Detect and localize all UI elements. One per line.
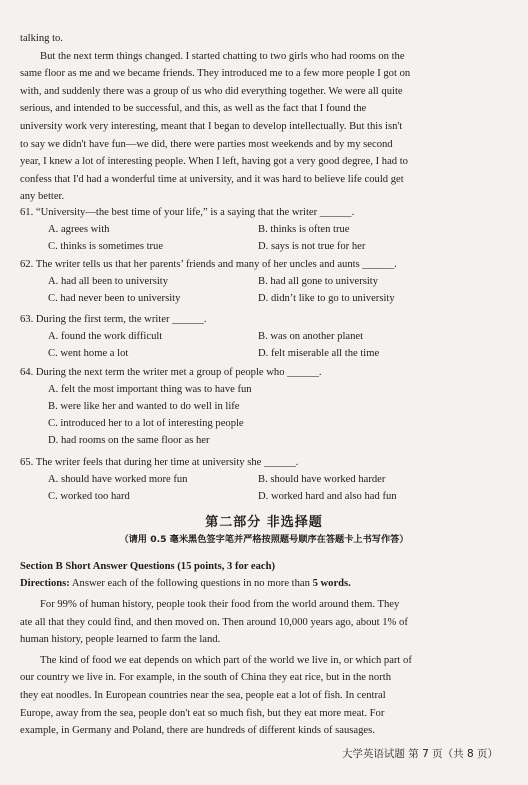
question-stem	[20, 311, 500, 328]
option-d: D. had rooms on the same floor as her	[48, 435, 210, 446]
reading-passage	[20, 30, 492, 206]
passage-line: The kind of food we eat depends on which part of the world we live in, or which part of	[40, 654, 412, 666]
passage-line: For 99% of human history, people took their food from the world around them. They	[40, 599, 400, 610]
option-a: A. felt the most important thing was to have fun	[48, 384, 252, 395]
option-d: D. worked hard and also had fun	[258, 491, 397, 502]
passage-line: year, I knew a lot of interesting people. When I left, having got a very good degree, I had to	[20, 156, 408, 168]
option-a: A. agrees with	[48, 224, 110, 235]
option-b: B. had all gone to university	[258, 276, 379, 287]
option-a: A. had all been to university	[48, 276, 169, 287]
question-text: During the next term the writer met a group of people who ______.	[35, 367, 322, 378]
question-63	[20, 311, 500, 362]
part-two-title: 第二部分 非选择题	[205, 515, 323, 530]
section-b-title: Section B Short Answer Questions (15 points, 3 for each)	[20, 561, 276, 572]
directions-text: Answer each of the following questions in no more than	[69, 578, 313, 589]
option-c: C. introduced her to a lot of interesting people	[48, 418, 244, 429]
passage-line: university work very interesting, meant that I began to develop intellectually. But this isn't	[20, 120, 403, 132]
question-61	[20, 204, 500, 255]
question-number: 63.	[20, 314, 34, 325]
passage-line: confess that I'd had a wonderful time at university, and it was hard to believe life could get	[20, 173, 404, 185]
question-text: The writer tells us that her parents’ friends and many of her uncles and aunts ______.	[35, 259, 397, 270]
section-b-directions	[20, 578, 351, 589]
section-b-passage	[20, 596, 492, 740]
directions-word-limit: 5 words.	[312, 578, 351, 589]
option-d: D. felt miserable all the time	[258, 348, 380, 359]
passage-line: ate all that they could find, and then moved on. Then around 10,000 years ago, about 1% of	[20, 616, 408, 628]
option-b: B. was on another planet	[258, 331, 364, 342]
question-number: 65.	[20, 457, 34, 468]
question-number: 64.	[20, 367, 34, 378]
passage-line: any better.	[20, 191, 65, 203]
question-text: During the first term, the writer ______.	[35, 314, 207, 325]
question-number: 62.	[20, 259, 34, 270]
passage-line: But the next term things changed. I started chatting to two girls who had rooms on the	[40, 50, 405, 62]
option-b: B. were like her and wanted to do well in life	[48, 401, 240, 412]
option-c: C. went home a lot	[48, 348, 129, 359]
option-b: B. should have worked harder	[258, 474, 386, 485]
question-65	[20, 454, 500, 505]
option-c: C. thinks is sometimes true	[48, 241, 164, 252]
option-a: A. should have worked more fun	[48, 474, 188, 485]
passage-line: our country we live in. For example, in the south of China they eat rice, but in the north	[20, 672, 391, 684]
passage-line: to say we didn't have fun—we did, there were parties most weekends and by my second	[20, 138, 393, 150]
passage-line: same floor as me and we became friends. They introduced me to a few more people I got on	[20, 68, 411, 80]
part-two-instruction: （请用 0.5 毫米黑色签字笔并严格按照题号顺序在答题卡上书写作答）	[119, 534, 409, 545]
question-stem	[20, 256, 500, 273]
question-stem	[20, 364, 500, 381]
option-d: D. didn’t like to go to university	[258, 293, 395, 304]
question-number: 61.	[20, 207, 34, 218]
question-64	[20, 364, 500, 449]
question-stem	[20, 204, 500, 221]
question-text: The writer feels that during her time at university she ______.	[35, 457, 299, 468]
question-text: “University—the best time of your life,” is a saying that the writer ______.	[35, 207, 355, 218]
option-a: A. found the work difficult	[48, 331, 163, 342]
passage-line: they eat noodles. In European countries near the sea, people eat a lot of fish. In central	[20, 689, 386, 701]
passage-line: Europe, away from the sea, people don't eat so much fish, but they eat more meat. For	[20, 707, 385, 719]
passage-line: talking to.	[20, 33, 63, 44]
option-d: D. says is not true for her	[258, 241, 366, 252]
question-62	[20, 256, 500, 307]
passage-line: with, and suddenly there was a group of us who did everything together. We were all quite	[20, 85, 403, 97]
question-stem	[20, 454, 500, 471]
option-c: C. had never been to university	[48, 293, 181, 304]
option-c: C. worked too hard	[48, 491, 130, 502]
page-footer: 大学英语试题 第 7 页（共 8 页）	[341, 748, 498, 760]
passage-line: serious, and intended to be successful, and this, as well as the fact that I found the	[20, 103, 367, 115]
directions-label: Directions:	[20, 578, 70, 589]
passage-line: example, in Germany and Poland, there are hundreds of different kinds of sausages.	[20, 725, 375, 737]
option-b: B. thinks is often true	[258, 224, 350, 235]
passage-line: human history, people learned to farm the land.	[20, 634, 221, 646]
